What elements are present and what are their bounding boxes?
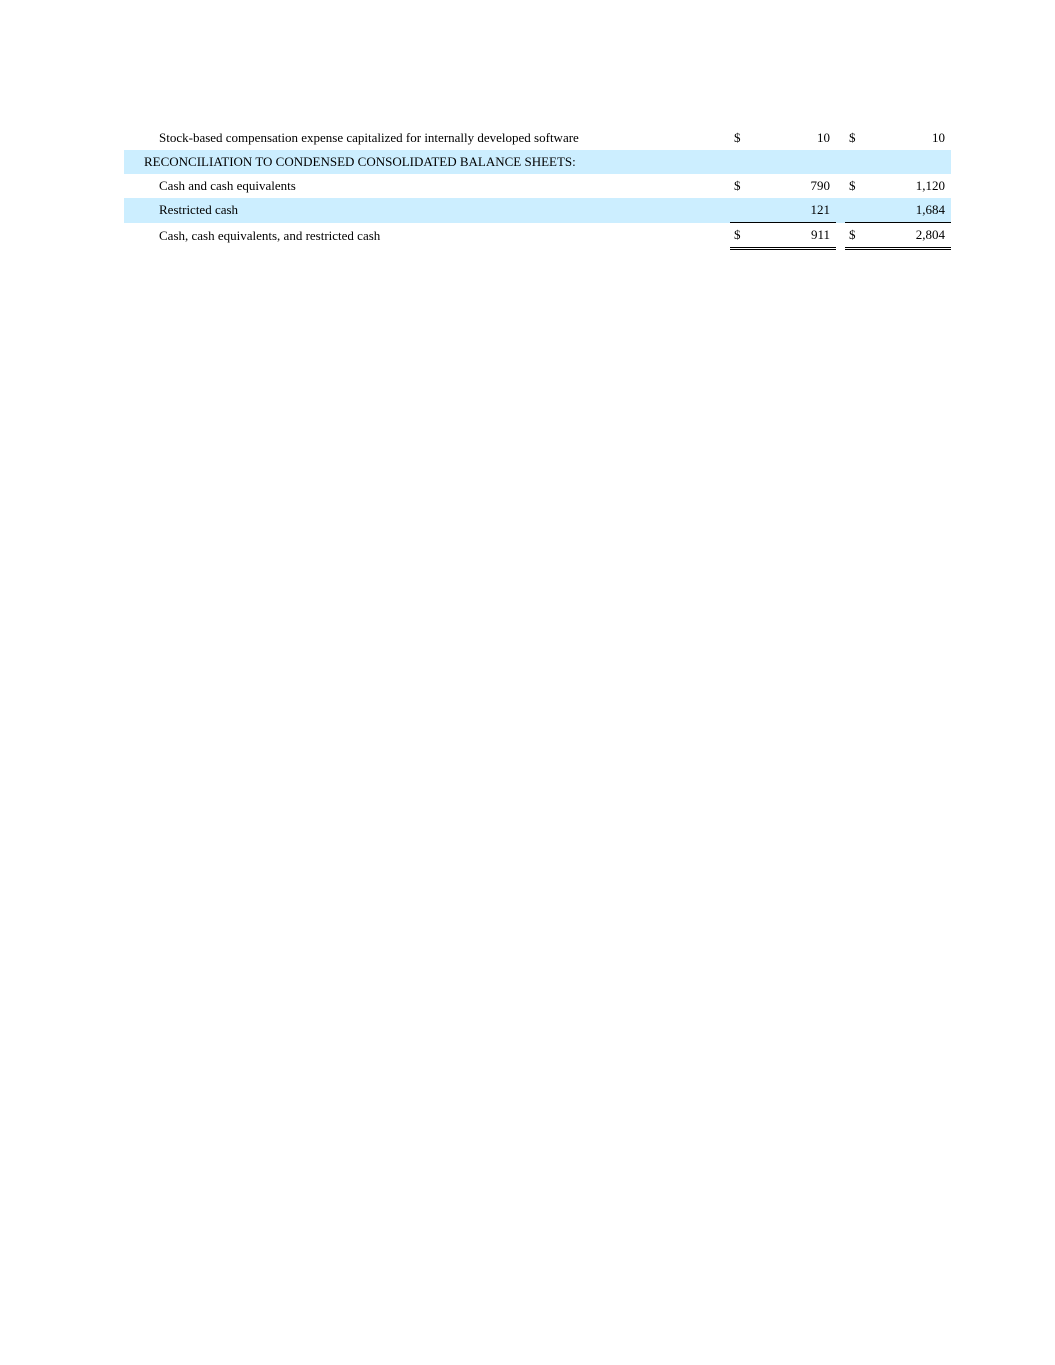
amount-cell: 10 [817,130,830,145]
currency-symbol: $ [845,223,865,249]
currency-symbol: $ [734,178,741,193]
section-heading: RECONCILIATION TO CONDENSED CONSOLIDATED BALANCE SHEETS: [124,150,951,174]
currency-symbol: $ [734,130,741,145]
currency-symbol [845,198,865,223]
table-row [124,198,951,223]
cash-reconciliation-table [124,126,951,250]
row-label: Restricted cash [124,198,710,223]
amount-cell: 121 [750,198,836,223]
currency-symbol: $ [730,223,750,249]
currency-symbol: $ [849,130,856,145]
amount-cell: 2,804 [865,223,951,249]
table-row [124,174,951,198]
table-row [124,223,951,249]
table-row [124,150,951,174]
row-label: Cash and cash equivalents [159,178,296,193]
amount-cell: 790 [810,178,830,193]
row-label: Stock-based compensation expense capitalized for internally developed software [159,130,579,145]
amount-cell: 10 [932,130,945,145]
amount-cell: 911 [750,223,836,249]
amount-cell: 1,120 [915,178,945,193]
currency-symbol: $ [849,178,856,193]
row-label: Cash, cash equivalents, and restricted cash [159,227,381,243]
amount-cell: 1,684 [865,198,951,223]
table-row [124,126,951,150]
currency-symbol [730,198,750,223]
